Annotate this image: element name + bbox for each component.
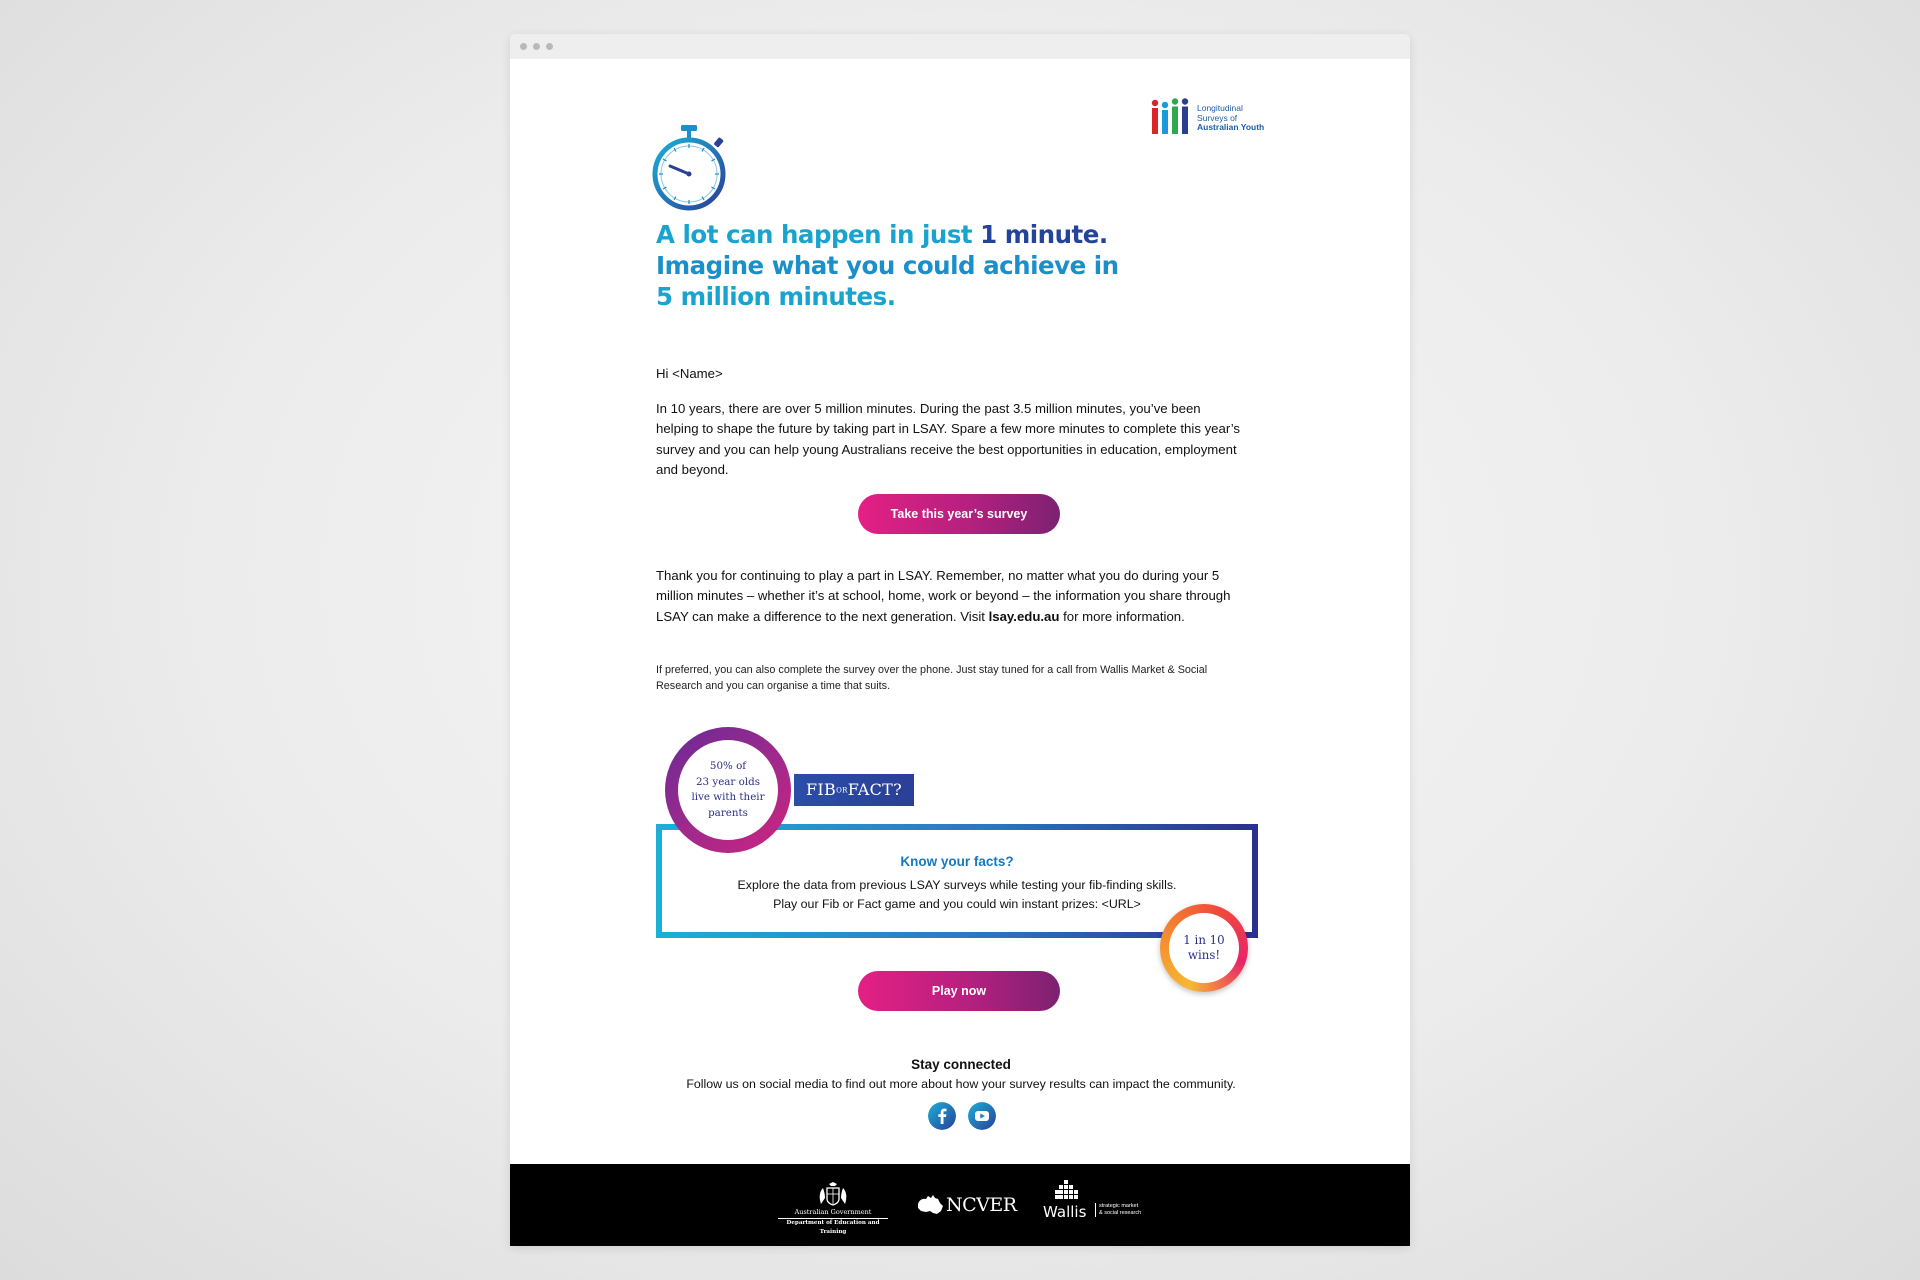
win-odds-text [1169,913,1239,983]
stay-connected-title: Stay connected [911,1057,1011,1072]
lsay-website-link[interactable]: lsay.edu.au [988,608,1060,624]
wallis-tagline [1095,1203,1141,1217]
win-odds-badge [1160,904,1248,992]
headline-line-3: 5 million minutes. [656,282,896,311]
thanks-text: Thank you for continuing to play a part in LSAY. Remember, no matter what you do during your 5 million minutes – whether it’s at school, home, work or beyond – the information you share through LSAY can make a difference to the next generation. Visit [656,568,1231,624]
take-survey-button[interactable]: Take this year’s survey [858,494,1060,534]
thanks-text: for more information. [1059,608,1185,624]
wallis-tag-line: strategic market [1099,1203,1139,1209]
stat-line: 50% of [709,760,747,772]
badge-or: OR [836,786,848,795]
browser-toolbar [510,34,1410,59]
coat-of-arms-icon [813,1182,853,1208]
logo-line: Longitudinal [1197,103,1243,113]
window-dot-icon[interactable] [533,43,540,50]
wallis-grid-icon [1055,1180,1081,1202]
logo-line: Surveys of [1197,112,1238,123]
footer [510,1164,1410,1246]
stay-connected-text: Follow us on social media to find out more about how your survey results can impact the community. [686,1077,1236,1091]
fib-description [662,876,1252,914]
window-dot-icon[interactable] [546,43,553,50]
wallis-text: Wallis [1043,1203,1087,1221]
headline-emphasis: 1 minute. [980,220,1108,249]
stat-line: 23 year olds [696,775,760,788]
badge-fact: FACT? [847,780,902,799]
win-line: 1 in 10 [1183,933,1225,947]
greeting: Hi <Name> [656,366,723,381]
headline-line-2: Imagine what you could achieve in [656,251,1119,280]
gov-line-1: Australian Government [778,1208,888,1219]
ncver-logo [916,1192,1017,1218]
play-now-button[interactable]: Play now [858,971,1060,1011]
wallis-tag-line: & social research [1099,1210,1142,1216]
stat-line: parents [708,806,748,819]
headline-line-1: A lot can happen in just [656,220,981,249]
badge-fib: FIB [806,780,837,799]
australian-government-logo [778,1182,888,1235]
fact-stat-text [678,740,778,840]
fib-line: Play our Fib or Fact game and you could win instant prizes: <URL> [773,897,1141,911]
thanks-paragraph [656,566,1241,627]
headline [656,219,1156,312]
facebook-icon[interactable] [928,1102,956,1130]
ncver-text: NCVER [946,1194,1017,1216]
intro-paragraph: In 10 years, there are over 5 million minutes. During the past 3.5 million minutes, you’ve been helping to shape the future by taking part in LSAY. Spare a few more minutes to complete this year’s survey and you can help young Australians receive the best opportunities in education, employment and beyond. [656,401,1241,478]
fib-title: Know your facts? [900,854,1014,869]
wallis-logo [1043,1180,1153,1230]
youtube-icon[interactable] [968,1102,996,1130]
lsay-people-icon [1150,98,1194,136]
stat-line: live with their [691,791,765,803]
lsay-logo-text [1197,104,1272,133]
gov-line-2: Department of Education and Training [786,1220,880,1235]
win-line: wins! [1187,948,1221,962]
stopwatch-icon [652,122,732,212]
fib-or-fact-badge [794,774,914,806]
logo-line: Australian Youth [1197,122,1265,132]
lsay-logo [1150,94,1265,134]
fact-stat-circle [665,727,791,853]
phone-note: If preferred, you can also complete the survey over the phone. Just stay tuned for a call from Wallis Market & Social Research and you can organise a time that suits. [656,664,1208,692]
browser-window [510,34,1410,1246]
fib-line: Explore the data from previous LSAY surveys while testing your fib-finding skills. [737,878,1177,892]
australia-map-icon [916,1194,944,1216]
window-dot-icon[interactable] [520,43,527,50]
